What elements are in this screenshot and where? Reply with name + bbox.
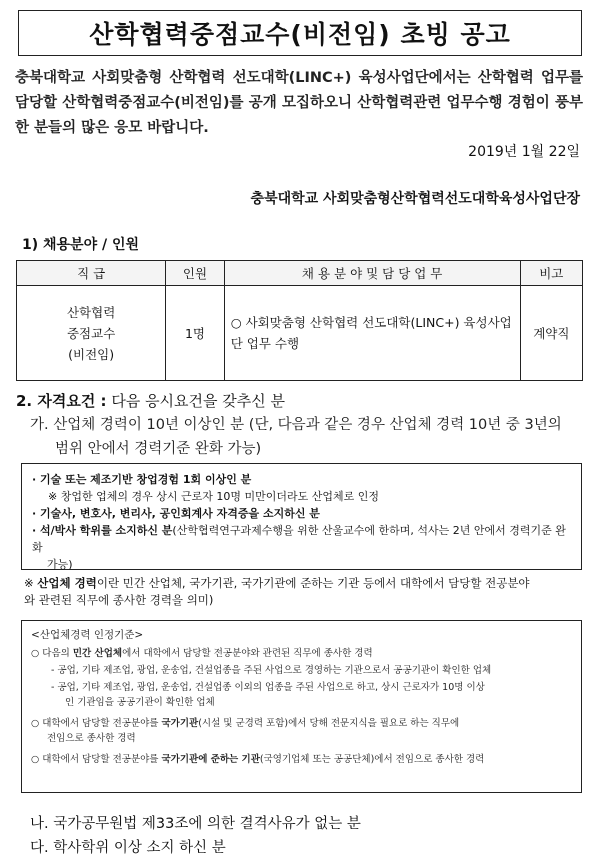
rank-line: 중점교수 — [66, 325, 116, 341]
header-duty: 채 용 분 야 및 담 당 업 무 — [224, 261, 520, 286]
exception-item-startup: · 기술 또는 제조기반 창업경험 1회 이상인 분 — [32, 473, 252, 486]
requirement-ga — [30, 413, 580, 461]
cell-rank — [17, 286, 166, 381]
requirement-ga-line1: 가. 산업체 경력이 10년 이상인 분 (단, 다음과 같은 경우 산업체 경력 10년 중 3년의 — [30, 417, 562, 433]
note-bold: 산업체 경력 — [37, 576, 97, 590]
header-note: 비고 — [520, 261, 582, 286]
criteria-text: ○ 대학에서 담당할 전공분야를 — [31, 754, 162, 765]
exception-item-degree-label: · 석/박사 학위를 소지하신 분 — [32, 524, 173, 537]
criteria-text: ○ 대학에서 담당할 전공분야를 — [31, 718, 162, 729]
table-row — [17, 286, 583, 381]
section2-heading-rest: 다음 응시요건을 갖추신 분 — [106, 392, 286, 410]
criteria-item-government-cont: 전임으로 종사한 경력 — [47, 733, 136, 744]
criteria-heading: <산업체경력 인정기준> — [31, 629, 144, 641]
criteria-sub-item-cont: 인 기관임을 공공기관이 확인한 업체 — [65, 697, 215, 708]
criteria-item-private — [31, 646, 572, 661]
note-rest: 이란 민간 산업체, 국가기관, 국가기관에 준하는 기관 등에서 대학에서 담당할 전공분야 — [96, 576, 530, 590]
criteria-item-government — [31, 716, 572, 731]
criteria-text: (시설 및 군경력 포함)에서 당해 전문지식을 필요로 하는 직무에 — [198, 718, 460, 729]
organization-name: 충북대학교 사회맞춤형산학협력선도대학육성사업단장 — [250, 191, 580, 207]
header-rank: 직 급 — [17, 261, 166, 286]
exception-item-degree — [32, 522, 571, 556]
criteria-sub-item: - 공업, 기타 제조업, 광업, 운송업, 건설업종 이외의 업종을 주된 사업으로 하고, 상시 근로자가 10명 이상 — [51, 682, 485, 693]
industry-experience-note — [24, 575, 580, 609]
cell-note: 계약직 — [520, 286, 582, 381]
note-line2: 와 관련된 직무에 종사한 경력을 의미) — [24, 593, 214, 607]
requirement-na: 나. 국가공무원법 제33조에 의한 결격사유가 없는 분 — [30, 816, 361, 832]
section2-heading — [16, 390, 285, 411]
section1-heading: 1) 채용분야 / 인원 — [22, 237, 140, 253]
rank-line: 산학협력 — [66, 304, 116, 320]
intro-paragraph: 충북대학교 사회맞춤형 산학협력 선도대학(LINC+) 육성사업단에서는 산학협력 업무를 담당할 산학협력중점교수(비전임)를 공개 모집하오니 산학협력관련 업무수행 경험이 풍부한 분들의 많은 응모 바랍니다. — [15, 70, 583, 136]
criteria-bold: 민간 산업체 — [72, 648, 123, 659]
rank-line: (비전임) — [68, 346, 115, 362]
criteria-text: (국영기업체 또는 공공단체)에서 전임으로 종사한 경력 — [259, 754, 485, 765]
recruitment-table — [16, 260, 583, 381]
criteria-sub-item: - 공업, 기타 제조업, 광업, 운송업, 건설업종을 주된 사업으로 경영하는 기관으로서 공공기관이 확인한 업체 — [51, 665, 492, 676]
header-count: 인원 — [166, 261, 224, 286]
criteria-box — [21, 620, 582, 793]
exception-item-degree-cont: 가능) — [47, 558, 73, 571]
criteria-text: 에서 대학에서 담당할 전공분야와 관련된 직무에 종사한 경력 — [122, 648, 373, 659]
criteria-bold: 국가기관 — [161, 718, 199, 729]
criteria-bold: 국가기관에 준하는 기관 — [161, 754, 260, 765]
exception-box — [21, 463, 582, 570]
note-prefix: ※ — [24, 576, 38, 590]
cell-duty: ○ 사회맞춤형 산학협력 선도대학(LINC+) 육성사업단 업무 수행 — [224, 286, 520, 381]
announcement-date: 2019년 1월 22일 — [468, 144, 580, 160]
criteria-item-quasi-government — [31, 752, 572, 767]
requirement-ga-line2: 범위 안에서 경력기준 완화 가능) — [55, 441, 262, 457]
exception-item-degree-detail: (산학협력연구과제수행을 위한 산울교수에 한하며, 석사는 2년 안에서 경력기준 완화 — [32, 524, 566, 554]
page-title: 산학협력중점교수(비전임) 초빙 공고 — [18, 10, 582, 56]
exception-item-license: · 기술사, 변호사, 변리사, 공인회계사 자격증을 소지하신 분 — [32, 507, 320, 520]
exception-item-startup-note: ※ 창업한 업체의 경우 상시 근로자 10명 미만이더라도 산업체로 인정 — [48, 490, 379, 503]
cell-count: 1명 — [166, 286, 224, 381]
table-header-row — [17, 261, 583, 286]
requirement-da: 다. 학사학위 이상 소지 하신 분 — [30, 840, 226, 856]
criteria-text: ○ 다음의 — [31, 648, 73, 659]
section2-heading-label: 2. 자격요건 : — [16, 392, 107, 410]
